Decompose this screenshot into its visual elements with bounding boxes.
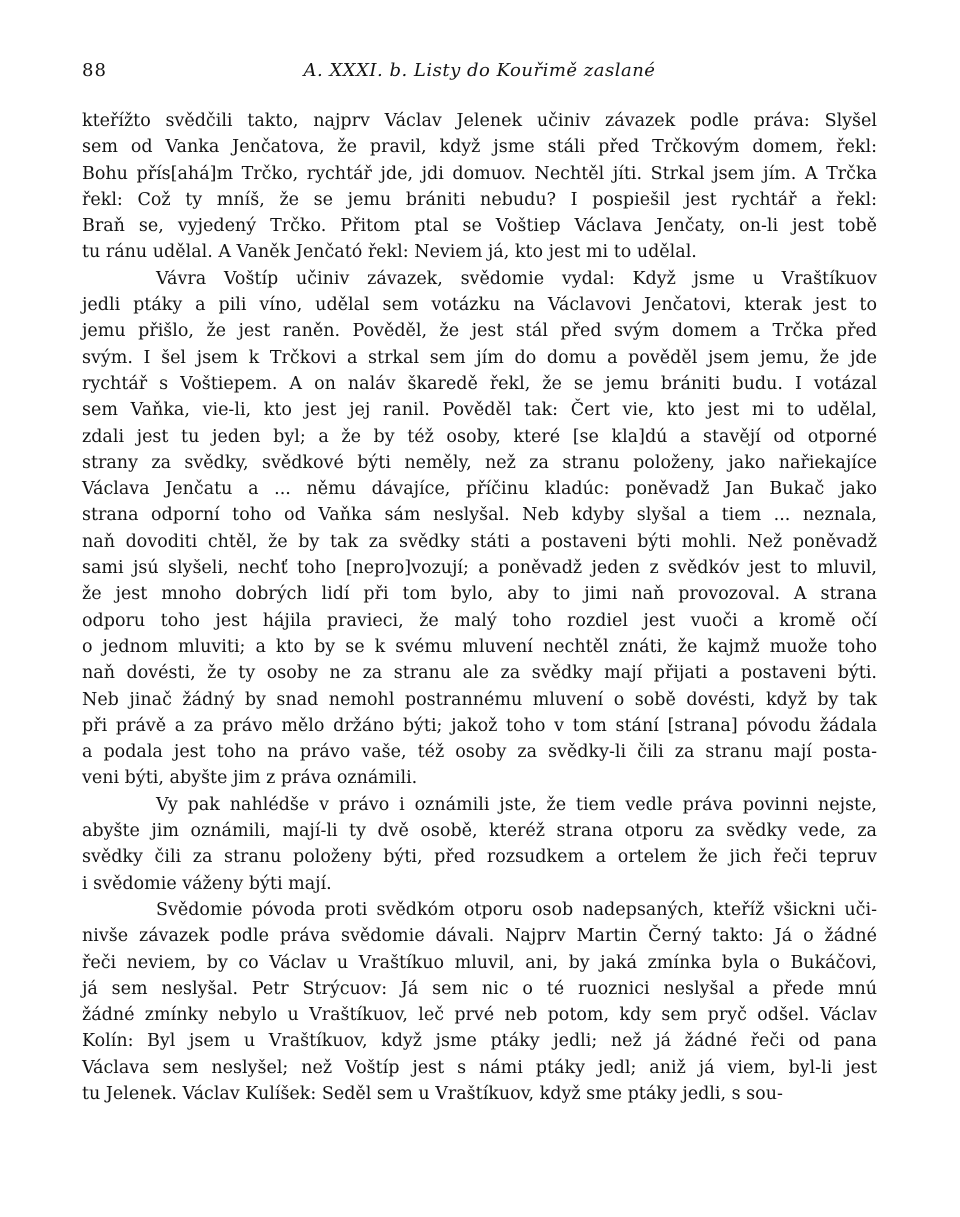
text-line: Václava sem neslyšel; než Voštíp jest s námi ptáky jedl; aniž já viem, byl-li jest: [82, 1057, 877, 1078]
paragraph: [82, 266, 877, 792]
text-line: Bohu přís[ahá]m Trčko, rychtář jde, jdi domuov. Nechtěl jíti. Strkal jsem jím. A Trčka: [82, 163, 877, 184]
text-line: o jednom mluviti; a kto by se k svému mluvení nechtěl znáti, že kajmž muože toho: [82, 636, 877, 657]
text-line: a podala jest toho na právo vaše, též osoby za svědky-li čili za stranu mají posta-: [82, 742, 877, 763]
text-line: při právě a za právo mělo držáno býti; jakož toho v tom stání [strana] póvodu žádala: [82, 715, 877, 736]
text-line: sami jsú slyšeli, nechť toho [nepro]vozují; a poněvadž jeden z svědkóv jest to mluvil,: [82, 558, 877, 579]
page-number: 88: [82, 60, 107, 81]
text-line: zdali jest tu jeden byl; a že by též osoby, které [se kla]dú a stavějí od otporné: [82, 426, 877, 447]
text-line: svým. I šel jsem k Trčkovi a strkal sem jím do domu a pověděl jsem jemu, že jde: [82, 347, 877, 368]
text-line: řeči neviem, by co Václav u Vraštíkuo mluvil, ani, by jaká zmínka byla o Bukáčovi,: [82, 952, 877, 973]
text-line: sem od Vanka Jenčatova, že pravil, když jsme stáli před Trčkovým domem, řekl:: [82, 137, 877, 158]
text-line: řekl: Což ty mníš, že se jemu brániti nebudu? I pospiešil jest rychtář a řekl:: [82, 189, 877, 210]
text-line: jedli ptáky a pili víno, udělal sem votázku na Václavovi Jenčatovi, kterak jest to: [82, 295, 877, 316]
text-line: sem Vaňka, vie-li, kto jest jej ranil. Pověděl tak: Čert vie, kto jest mi to udělal,: [82, 400, 877, 421]
text-line: Braň se, vyjedený Trčko. Přitom ptal se Voštiep Václava Jenčaty, on-li jest tobě: [82, 216, 877, 237]
text-line: Neb jinač žádný by snad nemohl postrannému mluvení o sobě dovésti, když by tak: [82, 689, 877, 710]
text-line: Vy pak nahlédše v právo i oznámili jste, že tiem vedle práva povinni nejste,: [156, 794, 877, 815]
text-line: i svědomie váženy býti mají.: [82, 873, 332, 894]
text-line: svědky čili za stranu položeny býti, před rozsudkem a ortelem že jich řeči tepruv: [82, 847, 877, 868]
text-line: jemu přišlo, že jest raněn. Pověděl, že jest stál před svým domem a Trčka před: [82, 321, 877, 342]
text-line: odporu toho jest hájila pravieci, že malý toho rozdiel jest vuoči a kromě očí: [82, 610, 877, 631]
text-line: abyšte jim oznámili, mají-li ty dvě osobě, kteréž strana otporu za svědky vede, za: [82, 821, 877, 842]
paragraph: [82, 897, 877, 1107]
paragraph: [82, 792, 877, 897]
running-title: A. XXXI. b. Listy do Kouřimě zaslané: [303, 60, 656, 81]
text-line: já sem neslyšal. Petr Strýcuov: Já sem nic o té ruoznici neslyšal a přede mnú: [82, 978, 877, 999]
text-line: tu ránu udělal. A Vaněk Jenčató řekl: Neviem já, kto jest mi to udělal.: [82, 242, 697, 263]
text-line: naň dovésti, že ty osoby ne za stranu ale za svědky mají přijati a postaveni býti.: [82, 663, 877, 684]
text-line: že jest mnoho dobrých lidí při tom bylo, aby to jimi naň provozoval. A strana: [82, 584, 877, 605]
page-header: [82, 60, 877, 90]
body-text: [82, 108, 877, 1107]
text-line: strany za svědky, svědkové býti neměly, než za stranu položeny, jako nařiekajíce: [82, 452, 877, 473]
text-line: Václava Jenčatu a ... němu dávajíce, příčinu kladúc: poněvadž Jan Bukač jako: [82, 479, 877, 500]
text-line: rychtář s Voštiepem. A on naláv škaredě řekl, že se jemu brániti budu. I votázal: [82, 373, 877, 394]
text-line: Svědomie póvoda proti svědkóm otporu osob nadepsaných, kteříž všickni uči-: [156, 899, 877, 920]
text-line: veni býti, abyšte jim z práva oznámili.: [82, 768, 418, 789]
text-line: žádné zmínky nebylo u Vraštíkuov, leč prvé neb potom, kdy sem pryč odšel. Václav: [82, 1005, 877, 1026]
text-line: Kolín: Byl jsem u Vraštíkuov, když jsme ptáky jedli; než já žádné řeči od pana: [82, 1031, 877, 1052]
text-line: nivše závazek podle práva svědomie dávali. Najprv Martin Černý takto: Já o žádné: [82, 926, 877, 947]
text-line: strana odporní toho od Vaňka sám neslyšal. Neb kdyby slyšal a tiem ... neznala,: [82, 505, 877, 526]
paragraph: [82, 108, 877, 266]
text-line: Vávra Voštíp učiniv závazek, svědomie vydal: Když jsme u Vraštíkuov: [156, 268, 877, 289]
text-line: naň dovoditi chtěl, že by tak za svědky státi a postaveni býti mohli. Než poněvadž: [82, 531, 877, 552]
text-line: kteřížto svědčili takto, najprv Václav Jelenek učiniv závazek podle práva: Slyšel: [82, 111, 877, 131]
text-line: tu Jelenek. Václav Kulíšek: Seděl sem u Vraštíkuov, když sme ptáky jedli, s sou-: [82, 1083, 783, 1104]
